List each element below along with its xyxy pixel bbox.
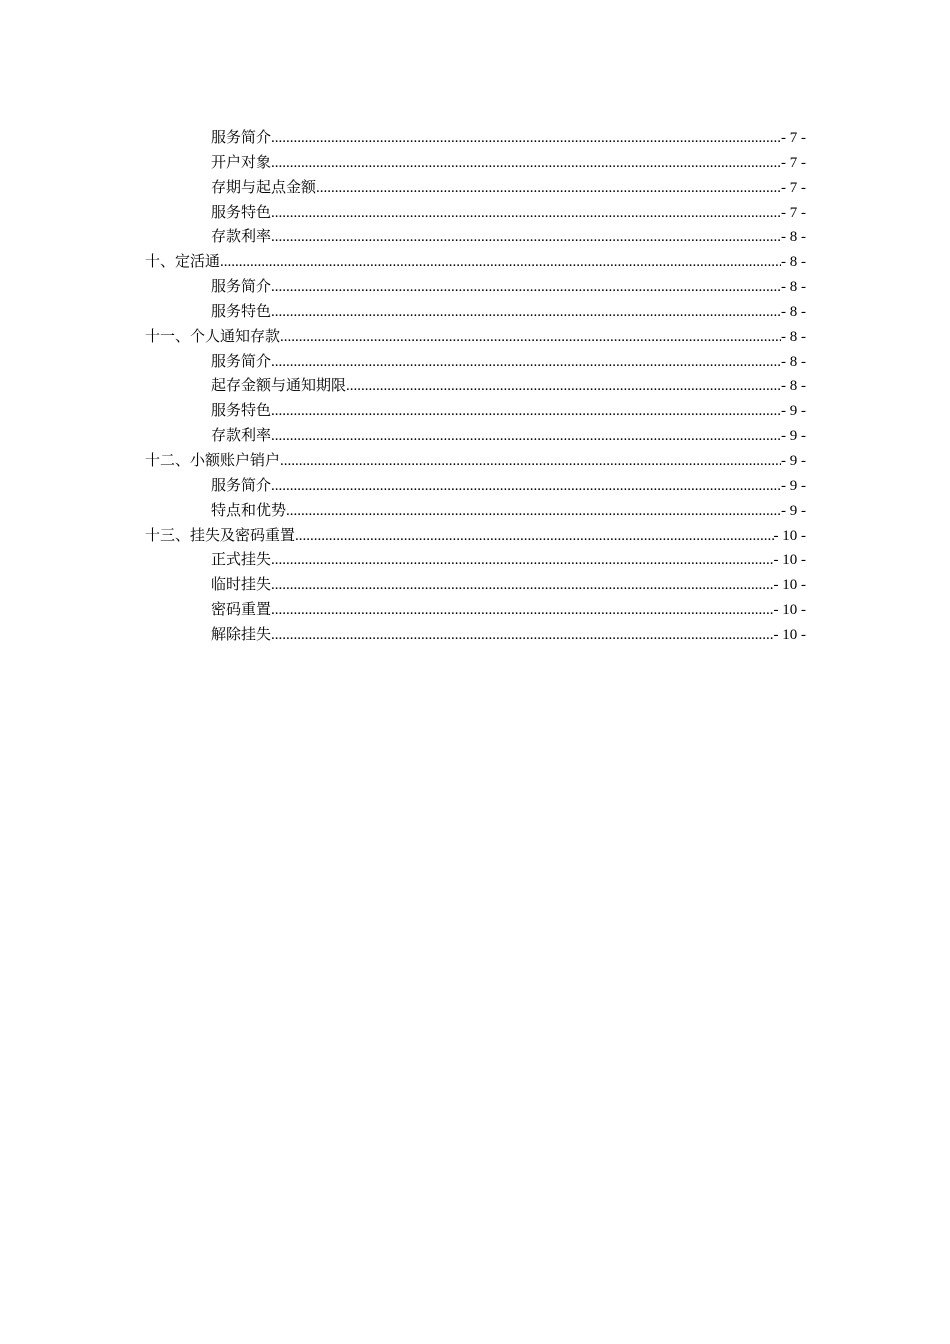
toc-entry-title: 服务简介	[211, 475, 272, 494]
toc-entry-page: - 9 -	[781, 477, 806, 494]
toc-entry-page: - 10 -	[773, 527, 806, 544]
toc-entry-title: 存款利率	[211, 227, 272, 246]
toc-section-entry[interactable]	[145, 249, 806, 274]
toc-entry[interactable]	[145, 125, 806, 150]
toc-entry-page: - 7 -	[781, 204, 806, 221]
toc-entry[interactable]	[145, 150, 806, 175]
toc-entry-title: 服务特色	[211, 202, 272, 221]
toc-entry-page: - 8 -	[781, 229, 806, 246]
toc-dot-leader	[295, 524, 773, 549]
toc-dot-leader	[271, 399, 781, 424]
toc-dot-leader	[271, 474, 781, 499]
toc-entry-page: - 9 -	[781, 502, 806, 519]
toc-entry-page: - 7 -	[781, 154, 806, 171]
toc-entry[interactable]	[145, 175, 806, 200]
toc-entry-title: 服务特色	[211, 401, 272, 420]
toc-entry-page: - 8 -	[781, 353, 806, 370]
toc-entry[interactable]	[145, 597, 806, 622]
toc-entry-title: 十二、小额账户销户	[145, 450, 281, 469]
toc-entry-page: - 10 -	[773, 602, 806, 619]
toc-entry-page: - 8 -	[781, 328, 806, 345]
toc-entry-page: - 9 -	[781, 452, 806, 469]
toc-section-entry[interactable]	[145, 448, 806, 473]
toc-dot-leader	[271, 275, 781, 300]
toc-entry-title: 特点和优势	[211, 500, 287, 519]
toc-entry[interactable]	[145, 473, 806, 498]
toc-section-entry[interactable]	[145, 324, 806, 349]
toc-entry-page: - 9 -	[781, 428, 806, 445]
toc-entry-title: 存期与起点金额	[211, 177, 317, 196]
toc-dot-leader	[271, 623, 773, 648]
toc-dot-leader	[316, 176, 781, 201]
toc-section-entry[interactable]	[145, 523, 806, 548]
toc-entry[interactable]	[145, 498, 806, 523]
toc-entry-page: - 9 -	[781, 403, 806, 420]
toc-dot-leader	[271, 573, 773, 598]
toc-entry-page: - 8 -	[781, 378, 806, 395]
toc-entry-page: - 10 -	[773, 552, 806, 569]
toc-entry-title: 服务特色	[211, 301, 272, 320]
toc-entry-title: 开户对象	[211, 152, 272, 171]
toc-entry[interactable]	[145, 572, 806, 597]
toc-dot-leader	[271, 598, 773, 623]
toc-entry[interactable]	[145, 373, 806, 398]
toc-entry-title: 临时挂失	[211, 575, 272, 594]
table-of-contents	[145, 125, 806, 647]
toc-dot-leader	[220, 250, 781, 275]
toc-entry[interactable]	[145, 398, 806, 423]
toc-entry-title: 服务简介	[211, 351, 272, 370]
toc-entry-page: - 8 -	[781, 279, 806, 296]
toc-entry[interactable]	[145, 547, 806, 572]
toc-entry-page: - 8 -	[781, 254, 806, 271]
toc-entry-title: 十、定活通	[145, 252, 221, 271]
toc-dot-leader	[346, 374, 781, 399]
toc-entry[interactable]	[145, 349, 806, 374]
toc-entry-page: - 7 -	[781, 179, 806, 196]
toc-entry-title: 正式挂失	[211, 550, 272, 569]
toc-dot-leader	[280, 449, 781, 474]
toc-entry-page: - 8 -	[781, 303, 806, 320]
toc-entry[interactable]	[145, 299, 806, 324]
toc-entry[interactable]	[145, 274, 806, 299]
toc-dot-leader	[271, 350, 781, 375]
toc-dot-leader	[271, 126, 781, 151]
toc-entry-page: - 7 -	[781, 130, 806, 146]
toc-entry-title: 解除挂失	[211, 624, 272, 643]
toc-entry[interactable]	[145, 200, 806, 225]
toc-entry-title: 服务简介	[211, 277, 272, 296]
toc-entry[interactable]	[145, 224, 806, 249]
toc-entry-title: 密码重置	[211, 600, 272, 619]
toc-entry-title: 存款利率	[211, 426, 272, 445]
toc-dot-leader	[271, 424, 781, 449]
toc-dot-leader	[280, 325, 781, 350]
toc-entry-title: 服务简介	[211, 128, 272, 146]
toc-entry-title: 十三、挂失及密码重置	[145, 525, 296, 544]
toc-dot-leader	[286, 499, 781, 524]
toc-entry[interactable]	[145, 423, 806, 448]
toc-dot-leader	[271, 151, 781, 176]
toc-dot-leader	[271, 225, 781, 250]
toc-entry-page: - 10 -	[773, 577, 806, 594]
toc-entry-title: 十一、个人通知存款	[145, 326, 281, 345]
toc-dot-leader	[271, 201, 781, 226]
toc-dot-leader	[271, 548, 773, 573]
toc-entry-page: - 10 -	[773, 626, 806, 643]
toc-dot-leader	[271, 300, 781, 325]
toc-entry-title: 起存金额与通知期限	[211, 376, 347, 395]
toc-entry[interactable]	[145, 622, 806, 647]
